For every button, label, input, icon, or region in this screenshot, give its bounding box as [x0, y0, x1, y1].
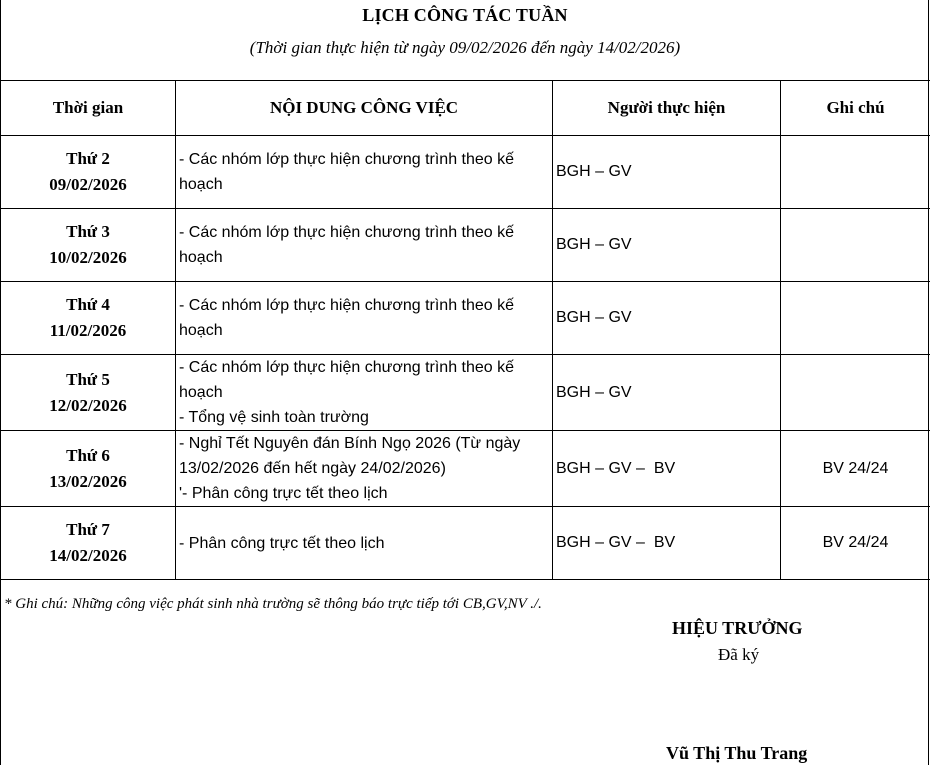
table-header-row [1, 81, 930, 136]
signer-name: Vũ Thị Thu Trang [666, 743, 808, 763]
person-cell: BGH – GV [553, 355, 781, 431]
column-header-note: Ghi chú [781, 81, 930, 136]
day-label: Thứ 4 [66, 295, 110, 314]
footnote: * Ghi chú: Những công việc phát sinh nhà trường sẽ thông báo trực tiếp tới CB,GV,NV ./. [4, 596, 542, 612]
person-cell: BGH – GV [553, 209, 781, 282]
table-row [1, 431, 930, 507]
day-cell [1, 431, 176, 507]
date-label: 12/02/2026 [49, 395, 127, 415]
day-label: Thứ 5 [66, 369, 110, 389]
column-header-time: Thời gian [1, 81, 176, 136]
content-cell [176, 136, 553, 209]
content-line: - Các nhóm lớp thực hiện chương trình theo kế hoạch [179, 359, 519, 401]
content-cell [176, 282, 553, 355]
table-row [1, 355, 930, 431]
table-row [1, 136, 930, 209]
day-cell [1, 507, 176, 580]
content-line: - Các nhóm lớp thực hiện chương trình theo kế hoạch [179, 224, 519, 266]
schedule-table [0, 80, 930, 580]
note-cell [781, 136, 930, 209]
content-line: - Nghỉ Tết Nguyên đán Bính Ngọ 2026 (Từ ngày 13/02/2026 đến hết ngày 24/02/2026) [179, 435, 525, 477]
person-cell: BGH – GV [553, 136, 781, 209]
column-header-content: NỘI DUNG CÔNG VIỆC [176, 81, 553, 136]
day-label: Thứ 2 [66, 149, 110, 168]
note-cell: BV 24/24 [781, 507, 930, 580]
day-cell [1, 355, 176, 431]
content-cell [176, 431, 553, 507]
note-cell [781, 209, 930, 282]
content-cell [176, 507, 553, 580]
person-cell: BGH – GV – BV [553, 507, 781, 580]
page-title: LỊCH CÔNG TÁC TUẦN [362, 5, 568, 25]
date-label: 10/02/2026 [49, 248, 127, 267]
person-cell: BGH – GV – BV [553, 431, 781, 507]
day-cell [1, 282, 176, 355]
content-line: - Các nhóm lớp thực hiện chương trình theo kế hoạch [179, 297, 519, 339]
table-row [1, 507, 930, 580]
content-line: '- Phân công trực tết theo lịch [179, 485, 388, 502]
signer-title: HIỆU TRƯỞNG [672, 618, 803, 638]
column-header-person: Người thực hiện [553, 81, 781, 136]
note-cell [781, 282, 930, 355]
day-label: Thứ 6 [66, 445, 110, 465]
date-label: 11/02/2026 [49, 321, 127, 340]
signed-status: Đã ký [718, 645, 760, 664]
table-row [1, 282, 930, 355]
content-cell [176, 355, 553, 431]
date-label: 14/02/2026 [49, 546, 127, 565]
person-cell: BGH – GV [553, 282, 781, 355]
table-row [1, 209, 930, 282]
content-line: - Các nhóm lớp thực hiện chương trình theo kế hoạch [179, 151, 519, 193]
date-label: 09/02/2026 [49, 175, 127, 194]
page-subtitle: (Thời gian thực hiện từ ngày 09/02/2026 đến ngày 14/02/2026) [249, 38, 681, 57]
day-label: Thứ 3 [66, 222, 110, 241]
content-cell [176, 209, 553, 282]
content-line: - Tổng vệ sinh toàn trường [179, 409, 369, 426]
day-label: Thứ 7 [66, 520, 110, 539]
note-cell: BV 24/24 [781, 431, 930, 507]
content-line: - Phân công trực tết theo lịch [179, 534, 385, 552]
note-cell [781, 355, 930, 431]
day-cell [1, 209, 176, 282]
date-label: 13/02/2026 [49, 471, 127, 491]
day-cell [1, 136, 176, 209]
